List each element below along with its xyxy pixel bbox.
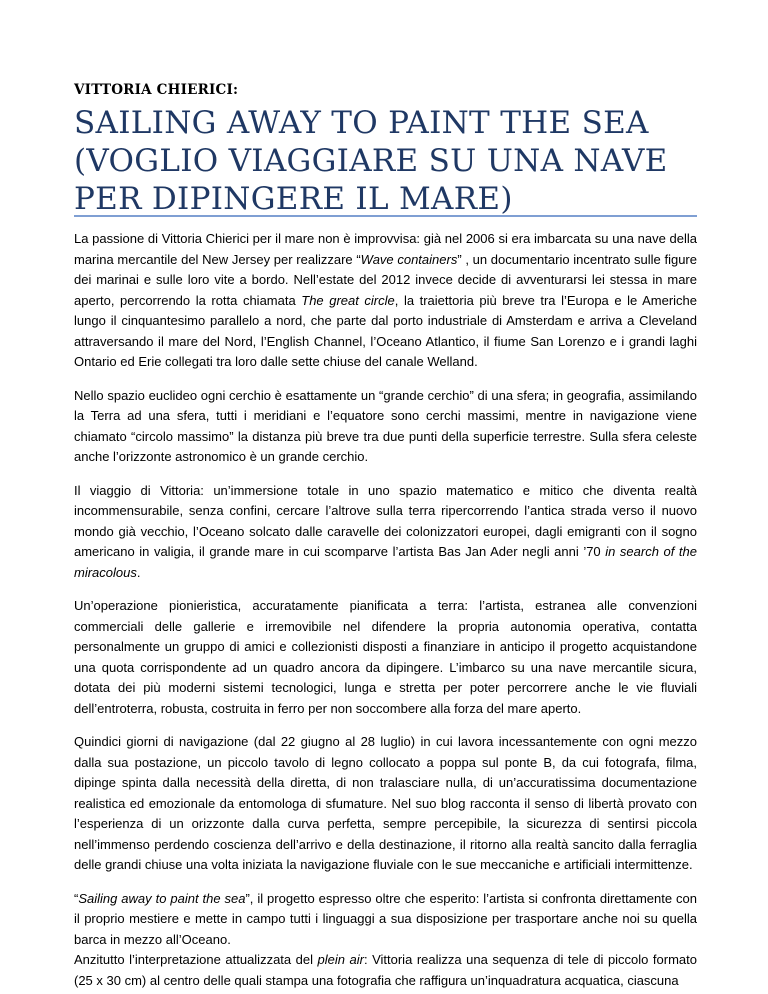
paragraph-2: Nello spazio euclideo ogni cerchio è esattamente un “grande cerchio” di una sfera; in geografia, assimilando la Terra ad una sfera, tutti i meridiani e l’equatore sono cerchi massimi, mentre in navigazione viene chiamato “circolo massimo” la distanza più breve tra due punti della superficie terrestre. Sulla sfera celeste anche l’orizzonte astronomico è un grande cerchio. [74,387,697,464]
document-body [74,229,697,991]
title-divider [74,215,697,217]
paragraph-6: “Sailing away to paint the sea”, il progetto espresso oltre che esperito: l’artista si confronta direttamente con il proprio mestiere e mette in campo tutti i linguaggi a sua disposizione per trasportare anche noi su quella barca in mezzo all’Oceano. [74,890,697,947]
paragraph-4: Un’operazione pionieristica, accuratamente pianificata a terra: l’artista, estranea alle convenzioni commerciali delle gallerie e irremovibile nel difendere la propria autonomia operativa, contatta personalmente un gruppo di amici e collezionisti disposti a finanziare in anticipo il progetto acquistandone una quota corrispondente ad un quadro ancora da dipingere. L’imbarco su una nave mercantile sicura, dotata dei più moderni sistemi tecnologici, lunga e stretta per poter percorrere anche le vie fluviali dell’entroterra, robusta, costruita in ferro per non soccombere alla forza del mare aperto. [74,598,697,716]
paragraph-5: Quindici giorni di navigazione (dal 22 giugno al 28 luglio) in cui lavora incessantemente con ogni mezzo dalla sua postazione, un piccolo tavolo di legno collocato a poppa sul ponte B, da cui fotografa, filma, dipinge spinta dalla necessità della diretta, di non tralasciare nulla, di un’accuratissima documentazione realistica ed emozionale da entomologa di sfumature. Nel suo blog racconta il senso di libertà provato con l’esperienza di un orizzonte dalla curva perfetta, sempre percepibile, la sicurezza di sentirsi piccola nell’immenso perdendo coscienza dell’arrivo e della destinazione, il ritorno alla realtà sancito dalla ferraglia delle grandi chiuse una volta iniziata la navigazione fluviale con le sue meccaniche e artificiali intermittenze. [74,734,697,872]
paragraph-1: La passione di Vittoria Chierici per il mare non è improvvisa: già nel 2006 si era imbarcata su una nave della marina mercantile del New Jersey per realizzare “Wave containers” , un documentario incentrato sulle figure dei marinai e sulle loro vite a bordo. Nell’estate del 2012 invece decide di avventurarsi lei stessa in mare aperto, percorrendo la rotta chiamata The great circle, la traiettoria più breve tra l’Europa e le Americhe lungo il cinquantesimo parallelo a nord, che parte dal porto industriale di Amsterdam e arriva a Cleveland attraversando il mare del Nord, l’English Channel, l’Oceano Atlantico, il fiume San Lorenzo e i grandi laghi Ontario ed Erie collegati tra loro dalle sette chiuse del canale Welland. [74,231,698,369]
author-heading: VITTORIA CHIERICI: [74,82,239,98]
paragraph-7: Anzitutto l’interpretazione attualizzata del plein air: Vittoria realizza una sequenza di tele di piccolo formato (25 x 30 cm) al centro delle quali stampa una fotografia che raffigura un’inquadratura acquatica, ciascuna [74,952,697,988]
document-title: SAILING AWAY TO PAINT THE SEA (VOGLIO VIAGGIARE SU UNA NAVE PER DIPINGERE IL MARE) [74,105,668,217]
paragraph-3: Il viaggio di Vittoria: un’immersione totale in uno spazio matematico e mitico che diventa realtà incommensurabile, senza confini, cercare l’altrove sulla terra ripercorrendo l’antica strada verso il nuovo mondo già vecchio, l’Oceano solcato dalle caravelle dei colonizzatori europei, dagli emigranti con il sogno americano in valigia, il grande mare in cui scomparve l’artista Bas Jan Ader negli anni ’70 in search of the miracolous. [74,482,697,580]
